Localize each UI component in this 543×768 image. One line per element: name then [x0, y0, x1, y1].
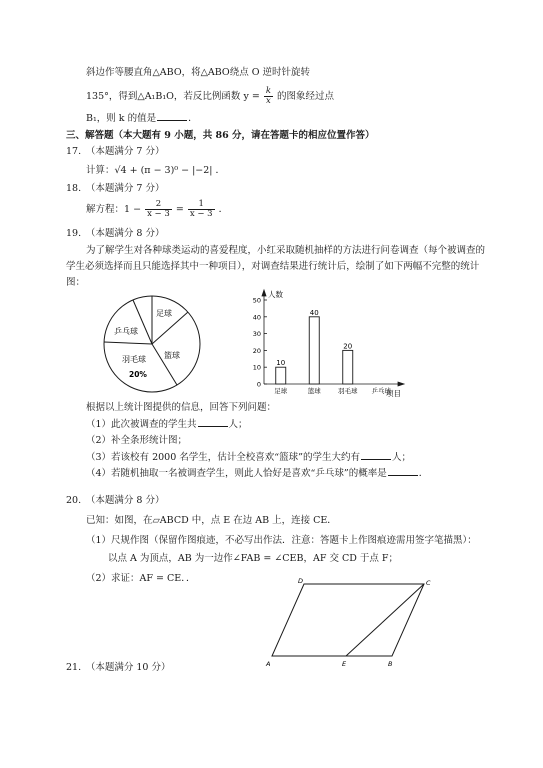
q20-part1-task: 以点 A 为顶点，AB 为一边作∠FAB = ∠CEB，AF 交 CD 于点 F；	[108, 553, 398, 564]
bar-value-label-1: 40	[309, 308, 319, 317]
q19-sub4-blank[interactable]	[388, 466, 418, 476]
point-e-label: E	[342, 660, 347, 668]
q21-heading: 21. （本题满分 10 分）	[66, 662, 171, 673]
x-category-label-3: 乒乓球	[371, 387, 391, 395]
bar-series	[274, 309, 391, 395]
q18-body	[86, 199, 228, 221]
pie-label-basketball: 篮球	[164, 351, 180, 360]
y-axis-title: 人数	[268, 290, 283, 299]
q20-heading: 20. （本题满分 8 分）	[66, 495, 165, 506]
bar-2	[343, 350, 353, 384]
pie-label-pingpong: 乒乓球	[114, 327, 138, 336]
pie-group	[104, 296, 200, 392]
parallelogram-abcd	[272, 584, 424, 656]
q19-sub1-blank[interactable]	[198, 417, 228, 427]
q16-frac-num: k	[265, 86, 271, 96]
q18-end: ．	[218, 204, 229, 215]
y-tick-label-0: 0	[256, 380, 261, 389]
y-tick-label-1: 10	[252, 363, 261, 372]
figure-lines	[272, 584, 424, 656]
x-category-label-0: 足球	[274, 387, 288, 395]
q18-fraction-1	[145, 200, 172, 219]
q18-fraction-2	[188, 200, 215, 219]
q16-line3: B₁，则 k 的值是 ．	[86, 113, 198, 124]
q18-heading: 18. （本题满分 7 分）	[66, 183, 165, 194]
y-axis-arrow	[262, 290, 266, 296]
pie-label-badminton: 羽毛球	[122, 355, 146, 364]
q16-fraction	[264, 87, 273, 106]
q18-f2-num: 1	[188, 200, 215, 210]
pie-label-football: 足球	[156, 309, 172, 318]
q16-answer-blank[interactable]	[157, 111, 187, 121]
q16-line1: 斜边作等腰直角△ABO，将△ABO绕点 O 逆时针旋转	[86, 67, 311, 78]
q17-heading: 17. （本题满分 7 分）	[66, 146, 165, 157]
x-axis-arrow	[398, 382, 404, 386]
q19-sub3-blank[interactable]	[361, 450, 391, 460]
y-tick-label-5: 50	[252, 296, 261, 305]
y-tick-label-4: 40	[252, 313, 261, 322]
point-b-label: B	[388, 660, 393, 668]
bar-0	[276, 367, 286, 384]
q17-body: 计算：√4 + (π − 3)⁰ − |−2| ．	[86, 165, 226, 176]
q18-f1-den: x − 3	[147, 209, 170, 219]
q19-sub4-end: ．	[418, 468, 429, 479]
q19-sub1	[86, 417, 248, 432]
q20-given: 已知：如图，在▱ABCD 中，点 E 在边 AB 上，连接 CE．	[86, 515, 337, 526]
q20-part2: （2）求证：AF = CE．．	[86, 573, 196, 584]
x-category-label-2: 羽毛球	[338, 387, 358, 395]
q16-frac-den: x	[266, 96, 271, 106]
y-tick-label-2: 20	[252, 346, 261, 355]
bar-value-label-2: 20	[343, 342, 353, 351]
q18-f1-num: 2	[145, 200, 172, 210]
q19-sub3-end: 人；	[391, 452, 411, 463]
section-heading: 三、解答题（本大题有 9 小题，共 86 分，请在答题卡的相应位置作答）	[66, 130, 375, 141]
y-tick-label-3: 30	[252, 330, 261, 339]
point-a-label: A	[266, 660, 271, 668]
q19-sub4	[86, 466, 428, 481]
x-category-label-1: 篮球	[307, 387, 321, 395]
pie-chart	[96, 294, 208, 394]
bar-ticks	[253, 297, 267, 389]
q18-f2-den: x − 3	[189, 209, 213, 219]
q20-part1: （1）尺规作图（保留作图痕迹，不必写出作法．注意：答题卡上作图痕迹需用签字笔描黑）：	[86, 535, 477, 546]
segment-ce	[346, 584, 424, 656]
q16-line2-end: 的图象经过点	[277, 91, 335, 102]
pie-percent-label: 20%	[129, 370, 147, 379]
q19-heading: 19. （本题满分 8 分）	[66, 228, 165, 239]
q18-equals: =	[175, 204, 184, 215]
q19-sub1-text: （1）此次被调查的学生共	[86, 419, 197, 430]
q19-sub3-text: （3）若该校有 2000 名学生，估计全校喜欢“篮球”的学生大约有	[86, 452, 360, 463]
q19-sub3	[86, 450, 411, 465]
bar-1	[309, 317, 319, 384]
q19-lead: 根据以上统计图提供的信息，回答下列问题：	[86, 402, 277, 413]
q16-line3-text: B₁，则 k 的值是	[86, 113, 157, 124]
bar-chart	[248, 286, 418, 398]
q19-intro: 为了解学生对各种球类运动的喜爱程度，小红采取随机抽样的方法进行问卷调查（每个被调查的学生必须选择而且只能选择其中一种项目），对调查结果进行统计后，绘制了如下两幅不完整的统计图：	[66, 245, 486, 288]
parallelogram-figure	[262, 576, 442, 668]
q16-line2	[86, 86, 334, 108]
bar-value-label-0: 10	[276, 359, 286, 368]
q16-line2-text: 135°，得到△A₁B₁O，若反比例函数 y =	[86, 91, 260, 102]
point-d-label: D	[298, 577, 304, 585]
q18-prefix: 解方程：1 −	[86, 204, 142, 215]
x-axis-title: 项目	[386, 389, 401, 398]
q19-sub2: （2）补全条形统计图；	[86, 435, 188, 446]
point-c-label: C	[426, 579, 431, 587]
q19-sub4-text: （4）若随机抽取一名被调查学生，则此人恰好是喜欢“乒乓球”的概率是	[86, 468, 387, 479]
q19-sub1-end: 人；	[228, 419, 248, 430]
